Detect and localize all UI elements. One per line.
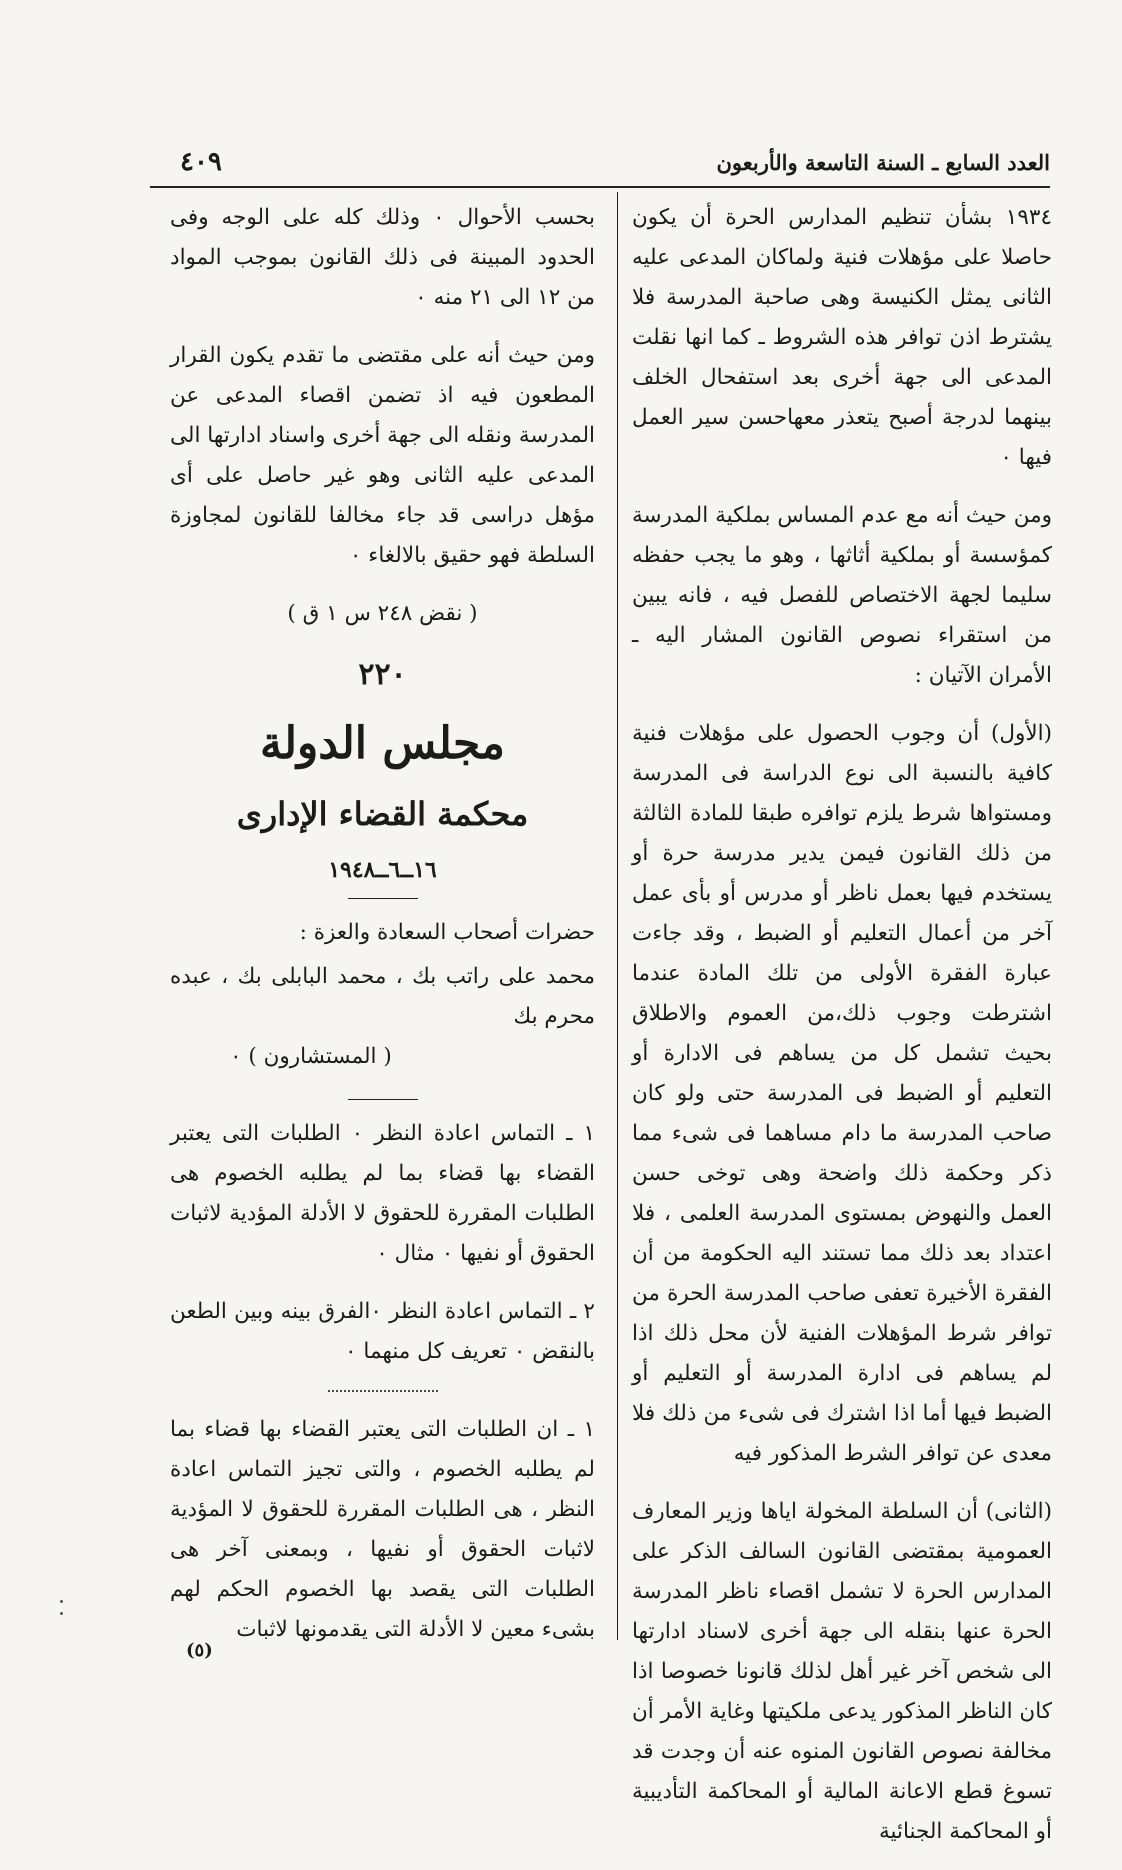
page-number: ٤٠٩ — [180, 147, 222, 177]
paragraph: بحسب الأحوال ٠ وذلك كله على الوجه وفى الحدود المبينة فى ذلك القانون بموجب المواد من ١٢ الى ٢١ منه ٠ — [170, 205, 595, 310]
header-rule — [150, 186, 1050, 188]
scan-speck — [60, 1612, 63, 1615]
headnote: ٢ ـ التماس اعادة النظر ٠الفرق بينه وبين الطعن بالنقض ٠ تعريف كل منهما ٠ — [170, 1299, 595, 1364]
section-rule — [348, 1099, 418, 1100]
paragraph: ومن حيث أنه مع عدم المساس بملكية المدرسة كمؤسسة أو بملكية أثاثها ، وهو ما يجب حفظه سليما لجهة الاختصاص للفصل فيه ، فانه يبين من استقراء نصوص القانون المشار اليه ـ الأمران الآتيان : — [632, 503, 1052, 688]
judges-role: ( المستشارون ) ٠ — [230, 1044, 392, 1069]
running-title: العدد السابع ـ السنة التاسعة والأربعون — [716, 149, 1050, 175]
decision-date: ١٦ــ٦ــ١٩٤٨ — [328, 857, 437, 883]
paragraph: (الثانى) أن السلطة المخولة اياها وزير المعارف العمومية بمقتضى القانون السالف الذكر على المدارس الحرة لا تشمل اقصاء ناظر المدرسة الحرة عنها بنقله الى جهة أخرى لاسناد ادارتها الى شخص آخر غير أهل لذلك قانونا خصوصا اذا كان الناظر المذكور يدعى ملكيتها وغاية الأمر أن مخالفة نصوص القانون المنوه عنه أن وجدت قد تسوغ قطع الاعانة المالية أو المحاكمة التأديبية أو المحاكمة الجنائية — [632, 1499, 1052, 1844]
page-header — [150, 142, 1050, 182]
column-divider — [617, 192, 618, 1640]
bench-intro: حضرات أصحاب السعادة والعزة : — [299, 920, 595, 945]
left-column — [170, 198, 595, 1668]
judges-names: محمد على راتب بك ، محمد البابلى بك ، عبده محرم بك — [170, 964, 595, 1029]
paragraph: ١٩٣٤ بشأن تنظيم المدارس الحرة أن يكون حاصلا على مؤهلات فنية ولماكان المدعى عليه الثانى يمثل الكنيسة وهى صاحبة المدرسة فلا يشترط اذن توافر هذه الشروط ـ كما انها نقلت المدعى الى جهة أخرى بعد استفحال الخلف بينهما لدرجة أصبح يتعذر معهاحسن سير العمل فيها ٠ — [632, 205, 1052, 470]
headnote: ١ ـ التماس اعادة النظر ٠ الطلبات التى يعتبر القضاء بها قضاء بما لم يطلبه الخصوم هى الطلبات المقررة للحقوق لا الأدلة المؤدية لاثبات الحقوق أو نفيها ٠ مثال ٠ — [170, 1121, 595, 1266]
section-rule — [348, 898, 418, 899]
paragraph: ١ ـ ان الطلبات التى يعتبر القضاء بها قضاء بما لم يطلبه الخصوم ، والتى تجيز التماس اعادة النظر ، هى الطلبات المقررة للحقوق لا المؤدية لاثبات الحقوق أو نفيها ، وبمعنى آخر هى الطلبات التى يقصد بها الخصوم الحكم لهم بشىء معين لا الأدلة التى يقدمونها لاثبات — [170, 1417, 595, 1642]
citation: ( نقض ٢٤٨ س ١ ق ) — [287, 601, 478, 626]
case-number: ٢٢٠ — [358, 657, 407, 692]
dotted-rule — [328, 1390, 438, 1392]
right-column — [632, 198, 1052, 1870]
court-name: مجلس الدولة — [260, 718, 505, 769]
signature-mark: (٥) — [186, 1640, 213, 1661]
paragraph: (الأول) أن وجوب الحصول على مؤهلات فنية كافية بالنسبة الى نوع الدراسة فى المدرسة ومستواها شرط يلزم توافره طبقا للمادة الثالثة من ذلك القانون فيمن يدير مدرسة حرة أو يستخدم فيها بعمل ناظر أو مدرس أو بأى عمل آخر من أعمال التعليم أو الضبط ، وقد جاءت عبارة الفقرة الأولى من تلك المادة عندما اشترطت وجوب ذلك،من العموم والاطلاق بحيث تشمل كل من يساهم فى الادارة أو التعليم أو الضبط فى المدرسة حتى ولو كان صاحب المدرسة ما دام مساهما فى شىء مما ذكر وحكمة ذلك واضحة وهى توخى حسن العمل والنهوض بمستوى المدرسة العلمى ، فلا اعتداد بعد ذلك مما تستند اليه الحكومة من أن الفقرة الأخيرة تعفى صاحب المدرسة الحرة من توافر شرط المؤهلات الفنية لأن محل ذلك اذا لم يساهم فى ادارة المدرسة أو التعليم أو الضبط فيها أما اذا اشترك فى شىء من ذلك فلا معدى عن توافر الشرط المذكور فيه — [632, 721, 1052, 1466]
court-division: محكمة القضاء الإدارى — [236, 795, 529, 833]
paragraph: ومن حيث أنه على مقتضى ما تقدم يكون القرار المطعون فيه اذ تضمن اقصاء المدعى عن المدرسة ونقله الى جهة أخرى واسناد ادارتها الى المدعى عليه الثانى وهو غير حاصل على أى مؤهل دراسى قد جاء مخالفا للقانون لمجاوزة السلطة فهو حقيق بالالغاء ٠ — [170, 343, 595, 568]
scan-speck — [60, 1600, 63, 1603]
